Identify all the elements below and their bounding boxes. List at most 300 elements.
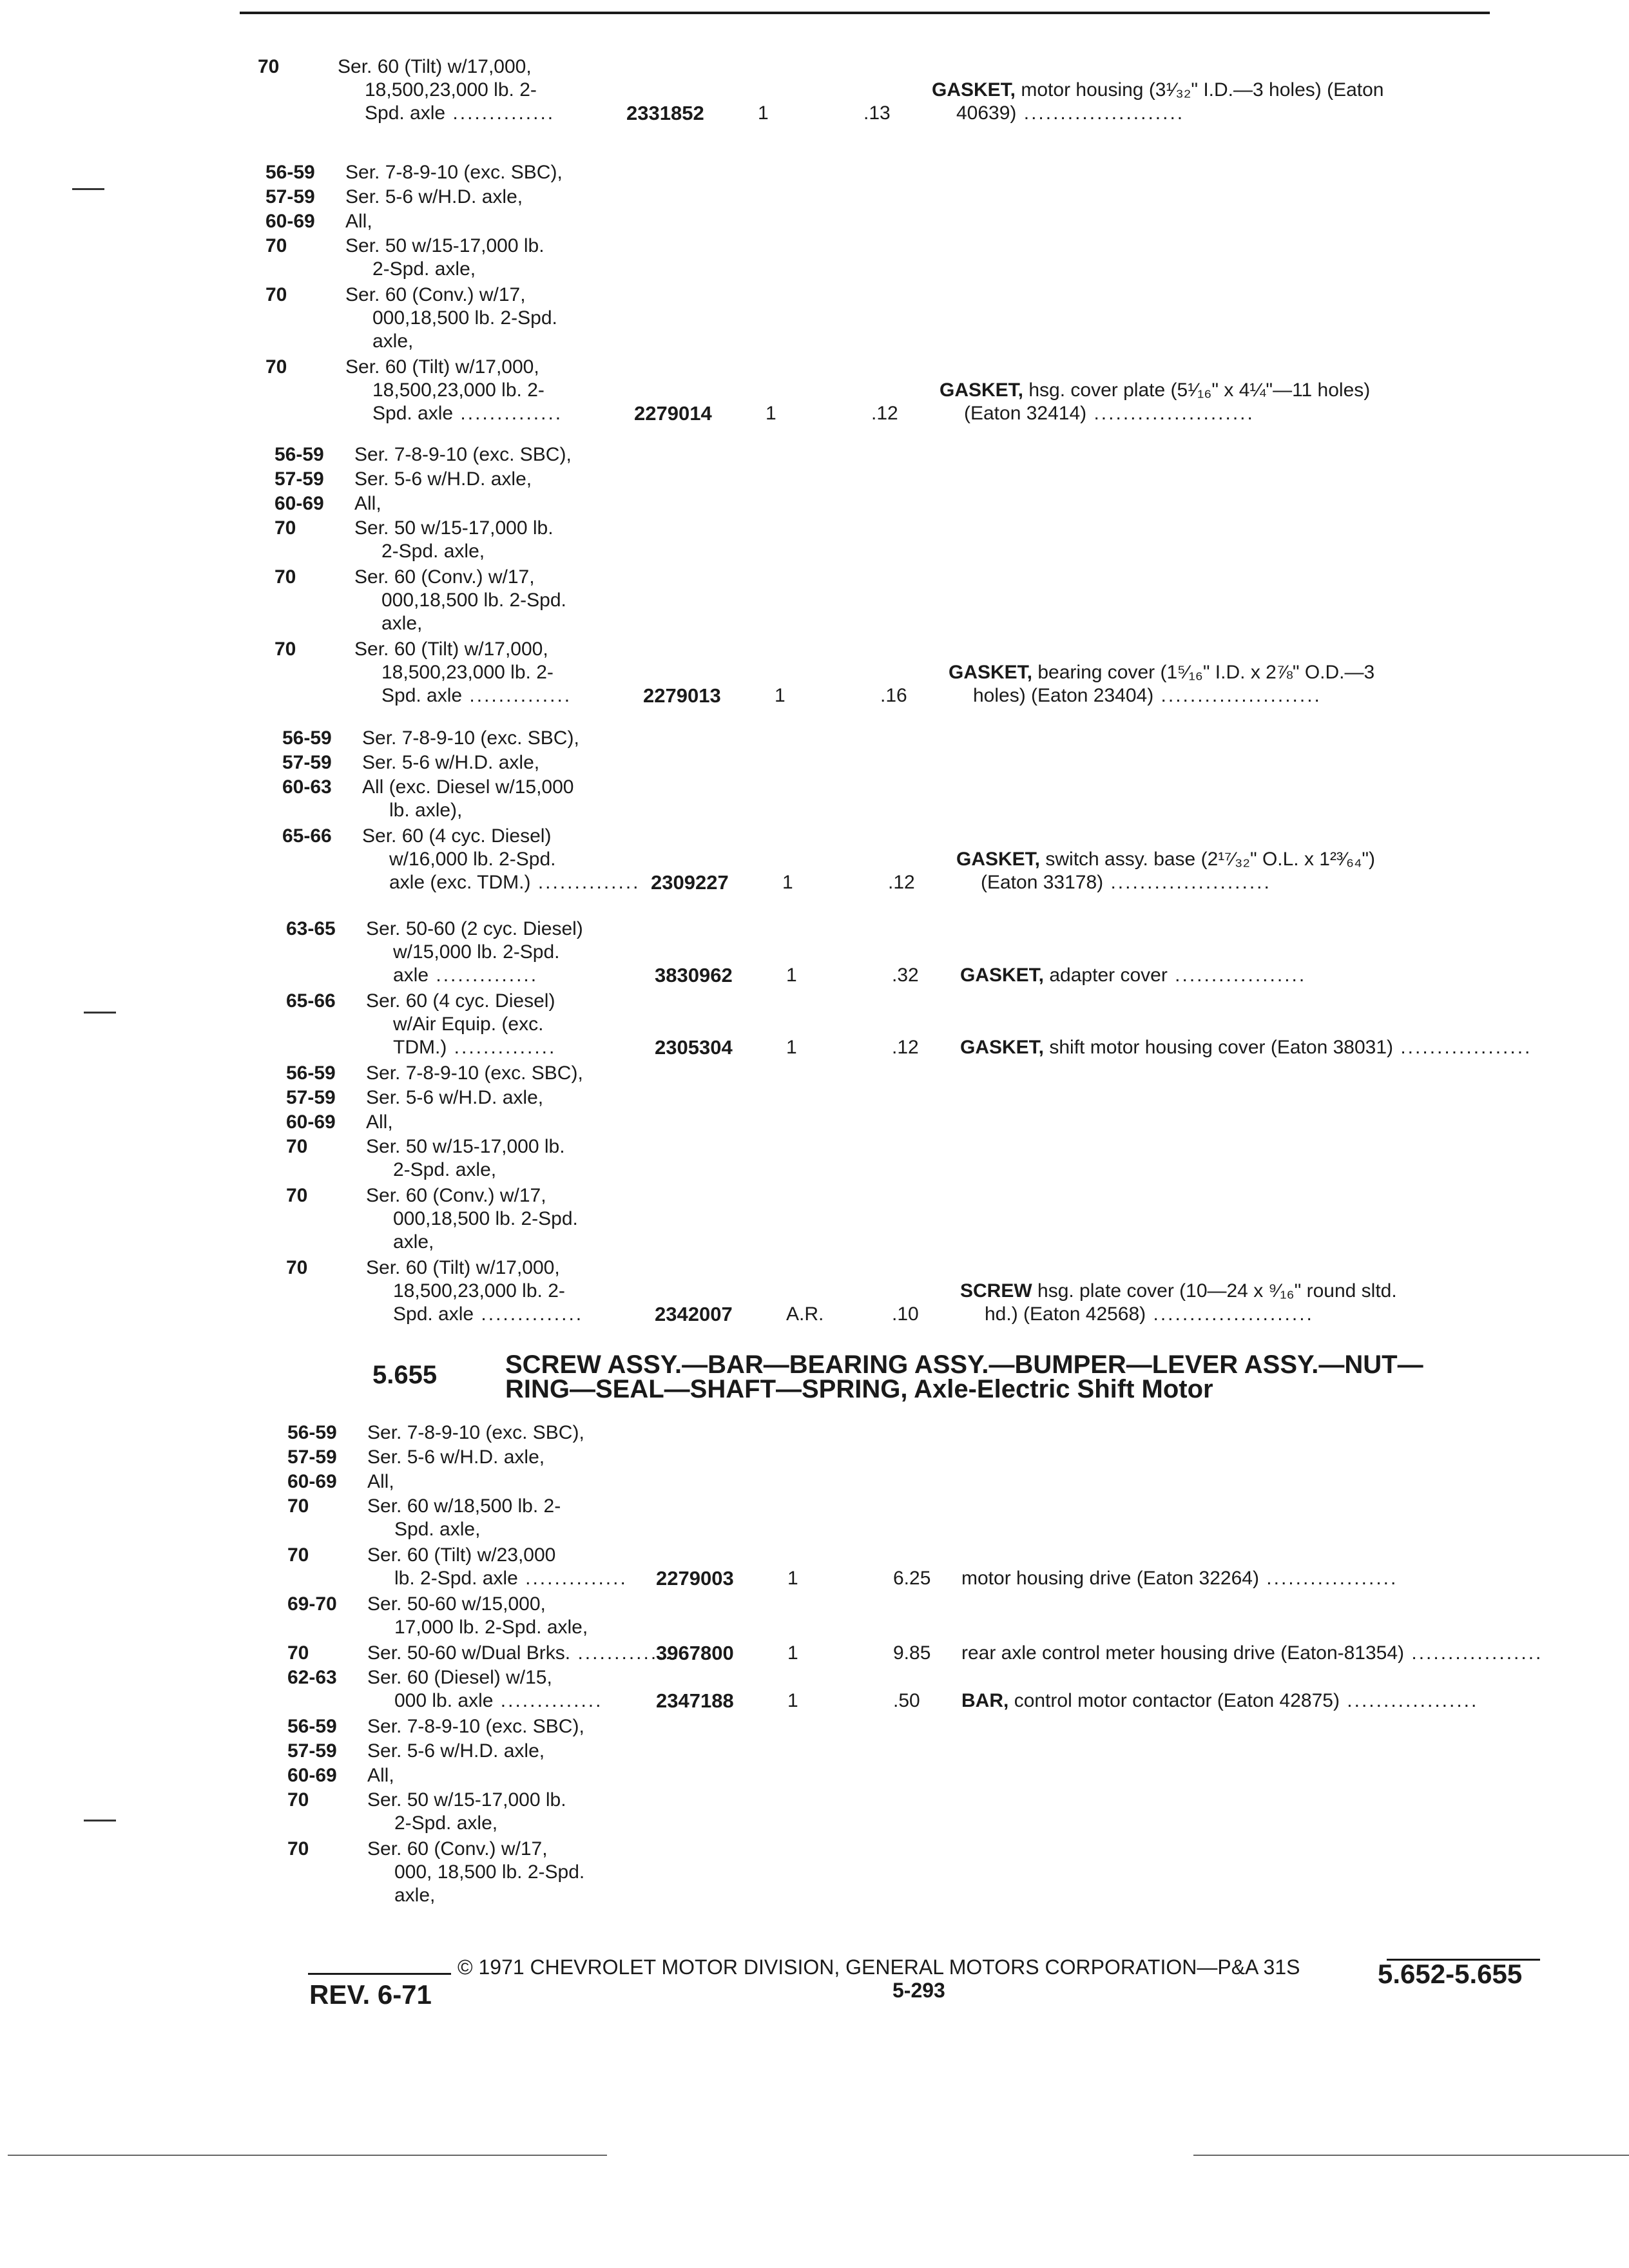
application-line — [367, 1421, 584, 1445]
application-text: axle, — [393, 1231, 434, 1253]
application-text: Ser. 60 (Tilt) w/17,000, — [345, 356, 539, 378]
application-text: All, — [366, 1111, 393, 1133]
description-text: motor housing drive (Eaton 32264) — [961, 1568, 1259, 1589]
application-text: 000,18,500 lb. 2-Spd. — [381, 590, 566, 611]
margin-mark — [84, 1012, 116, 1014]
application — [367, 1495, 561, 1541]
description-text: shift motor housing cover (Eaton 38031) — [1049, 1037, 1394, 1058]
quantity: 1 — [787, 1642, 798, 1664]
application-text: axle — [393, 965, 429, 986]
application-line — [345, 186, 523, 209]
leader-dots: .................. — [1258, 1568, 1398, 1589]
application-text: TDM.) — [393, 1037, 447, 1058]
application-text: Ser. 60 (Tilt) w/17,000, — [366, 1257, 560, 1278]
description-line — [961, 1642, 1543, 1664]
price: .12 — [871, 403, 898, 424]
application-line — [345, 161, 563, 184]
part-description — [940, 379, 1370, 425]
part-number: 2309227 — [651, 871, 729, 894]
application-text: Ser. 7-8-9-10 (exc. SBC), — [354, 444, 572, 465]
application-line — [367, 1518, 561, 1541]
margin-mark — [72, 188, 104, 190]
part-number: 3830962 — [655, 964, 733, 986]
application-text: Ser. 5-6 w/H.D. axle, — [362, 752, 540, 773]
application-text: 2-Spd. axle, — [381, 541, 485, 562]
description-text: hsg. plate cover (10—24 x ⁹⁄₁₆" round sltd. — [1037, 1280, 1397, 1302]
part-number: 2342007 — [655, 1303, 733, 1325]
leader-dots: ...................... — [1146, 1303, 1314, 1325]
application-text: 2-Spd. axle, — [393, 1159, 497, 1180]
model-years: 60-69 — [265, 211, 315, 232]
leader-dots: .................. — [1339, 1690, 1479, 1711]
description-line — [961, 1568, 1398, 1589]
application-line — [367, 1567, 628, 1590]
model-years: 57-59 — [265, 186, 315, 207]
price: .32 — [892, 965, 919, 986]
application-line — [345, 330, 557, 353]
application-line — [345, 307, 557, 330]
description-text: holes) (Eaton 23404) — [973, 685, 1154, 706]
application — [362, 751, 539, 774]
application-text: Ser. 50-60 w/15,000, — [367, 1593, 546, 1615]
application-line — [354, 517, 554, 540]
application-line — [367, 1740, 545, 1763]
quantity: 1 — [758, 102, 769, 124]
model-years: 70 — [265, 235, 287, 256]
model-years: 63-65 — [286, 918, 336, 939]
application-text: Ser. 50 w/15-17,000 lb. — [367, 1789, 566, 1811]
application-line — [367, 1470, 394, 1494]
part-name: GASKET, — [960, 1037, 1045, 1058]
application-text: Ser. 60 (4 cyc. Diesel) — [366, 990, 555, 1012]
section-title-line-2: RING—SEAL—SHAFT—SPRING, Axle-Electric Shift Motor — [505, 1375, 1213, 1403]
application-line — [366, 918, 583, 941]
section-number: 5.655 — [372, 1361, 438, 1389]
application-line — [366, 1207, 578, 1231]
description-line — [949, 662, 1374, 683]
model-years: 70 — [287, 1838, 309, 1860]
application-line — [366, 1231, 578, 1254]
application-text: Ser. 60 (4 cyc. Diesel) — [362, 825, 552, 847]
description-line — [960, 1037, 1532, 1058]
application — [367, 1666, 602, 1713]
leader-dots: .............. — [570, 1642, 680, 1664]
top-rule — [240, 12, 1490, 14]
application — [345, 210, 372, 233]
quantity: 1 — [787, 1690, 798, 1711]
description-line — [960, 1280, 1397, 1302]
part-number: 2279013 — [643, 684, 721, 707]
application-text: Ser. 60 (Tilt) w/23,000 — [367, 1544, 556, 1566]
application-text: Spd. axle — [393, 1303, 474, 1325]
application-text: Ser. 60 w/18,500 lb. 2- — [367, 1495, 561, 1517]
application — [354, 443, 572, 466]
model-years: 70 — [286, 1136, 308, 1157]
description-text: bearing cover (1⁵⁄₁₆" I.D. x 2⅞" O.D.—3 — [1037, 662, 1375, 683]
model-years: 65-66 — [286, 990, 336, 1012]
quantity: 1 — [782, 872, 793, 893]
application-line — [354, 589, 566, 612]
application — [354, 492, 381, 515]
application — [354, 517, 554, 563]
application-line — [366, 1013, 556, 1036]
application-line — [367, 1812, 566, 1835]
application — [354, 638, 572, 707]
application-text: Ser. 5-6 w/H.D. axle, — [366, 1087, 544, 1108]
model-years: 70 — [286, 1185, 308, 1206]
application-text: 18,500,23,000 lb. 2- — [365, 79, 537, 101]
model-years: 70 — [275, 566, 296, 588]
application-line — [345, 284, 557, 307]
leader-dots: .............. — [445, 102, 555, 124]
description-text: hsg. cover plate (5¹⁄₁₆" x 4¼"—11 holes) — [1028, 380, 1371, 401]
leader-dots: .................. — [1393, 1037, 1532, 1058]
application-line — [366, 1036, 556, 1059]
application-line — [366, 941, 583, 964]
leader-dots: .............. — [474, 1303, 584, 1325]
application-line — [362, 848, 641, 871]
application-text: Ser. 7-8-9-10 (exc. SBC), — [345, 162, 563, 183]
application-line — [362, 751, 539, 774]
application-text: lb. axle), — [389, 800, 463, 821]
application-text: Spd. axle — [365, 102, 446, 124]
application-line — [367, 1544, 628, 1567]
application-text: Ser. 7-8-9-10 (exc. SBC), — [362, 727, 579, 749]
leader-dots: .............. — [530, 872, 641, 893]
part-name: GASKET, — [960, 965, 1045, 986]
model-years: 60-69 — [287, 1471, 337, 1492]
part-description — [960, 1036, 1532, 1059]
part-name: GASKET, — [956, 849, 1041, 870]
application-text: All, — [354, 493, 381, 514]
application-text: lb. 2-Spd. axle — [394, 1568, 518, 1589]
application-line — [367, 1789, 566, 1812]
part-description — [961, 1567, 1398, 1590]
application-text: axle, — [372, 331, 414, 352]
application-line — [354, 566, 566, 589]
application-line — [354, 684, 572, 707]
price: .16 — [880, 685, 907, 706]
application-text: Ser. 60 (Tilt) w/17,000, — [354, 639, 548, 660]
application-text: 2-Spd. axle, — [372, 258, 476, 280]
description-line — [956, 871, 1375, 894]
description-line — [940, 402, 1370, 425]
description-text: rear axle control meter housing drive (Eaton-81354) — [961, 1642, 1405, 1664]
leader-dots: .............. — [517, 1568, 628, 1589]
part-number: 2305304 — [655, 1036, 733, 1059]
application-line — [354, 492, 381, 515]
application-text: Ser. 60 (Conv.) w/17, — [345, 284, 526, 305]
application — [367, 1470, 394, 1494]
margin-mark — [84, 1820, 116, 1821]
model-years: 56-59 — [287, 1422, 337, 1443]
application-line — [367, 1495, 561, 1518]
application-line — [345, 210, 372, 233]
application-line — [345, 379, 563, 402]
part-description — [932, 79, 1383, 125]
application-text: w/16,000 lb. 2-Spd. — [389, 849, 556, 870]
part-name: GASKET, — [940, 380, 1024, 401]
bottom-rule-right — [1193, 2155, 1629, 2156]
description-line — [960, 965, 1306, 986]
part-number: 2279003 — [656, 1567, 734, 1590]
leader-dots: .............. — [453, 403, 563, 424]
price: 9.85 — [893, 1642, 931, 1664]
price: .13 — [863, 102, 891, 124]
application-text: All (exc. Diesel w/15,000 — [362, 776, 574, 798]
model-years: 57-59 — [287, 1740, 337, 1762]
application-line — [367, 1446, 545, 1469]
model-years: 70 — [287, 1544, 309, 1566]
part-name: BAR, — [961, 1690, 1009, 1711]
model-years: 70 — [265, 356, 287, 378]
application-line — [366, 1158, 565, 1182]
model-years: 70 — [287, 1789, 309, 1811]
price: 6.25 — [893, 1568, 931, 1589]
application-line — [367, 1838, 584, 1861]
quantity: 1 — [786, 965, 797, 986]
model-years: 56-59 — [282, 727, 332, 749]
application-text: Ser. 7-8-9-10 (exc. SBC), — [367, 1422, 584, 1443]
leader-dots: .............. — [462, 685, 572, 706]
model-years: 57-59 — [286, 1087, 336, 1108]
part-name: GASKET, — [932, 79, 1016, 101]
part-description — [956, 848, 1375, 894]
application-text: Ser. 50-60 (2 cyc. Diesel) — [366, 918, 583, 939]
application — [367, 1740, 545, 1763]
application-line — [354, 638, 572, 661]
description-line — [956, 849, 1375, 870]
quantity: A.R. — [786, 1303, 824, 1325]
model-years: 62-63 — [287, 1667, 337, 1688]
application — [367, 1642, 680, 1665]
application-line — [338, 79, 555, 102]
leader-dots: .............. — [429, 965, 539, 986]
application-line — [366, 990, 556, 1013]
application — [367, 1544, 628, 1590]
description-line — [960, 1303, 1397, 1326]
application-text: 000 lb. axle — [394, 1690, 494, 1711]
description-text: switch assy. base (2¹⁷⁄₃₂" O.L. x 1²³⁄₆₄") — [1045, 849, 1375, 870]
model-years: 60-69 — [287, 1765, 337, 1786]
footer-rule-left — [308, 1973, 451, 1975]
application-line — [367, 1764, 394, 1787]
bottom-rule-left — [8, 2155, 607, 2156]
application-line — [345, 235, 545, 258]
description-text: motor housing (3¹⁄₃₂" I.D.—3 holes) (Eaton — [1021, 79, 1384, 101]
leader-dots: ...................... — [1016, 102, 1185, 124]
application-line — [367, 1642, 680, 1665]
application-text: Ser. 50 w/15-17,000 lb. — [366, 1136, 565, 1157]
application-text: w/15,000 lb. 2-Spd. — [393, 941, 560, 963]
application — [362, 825, 641, 894]
application — [367, 1421, 584, 1445]
description-text: (Eaton 32414) — [964, 403, 1087, 424]
price: .10 — [892, 1303, 919, 1325]
application — [362, 727, 579, 750]
model-years: 57-59 — [287, 1446, 337, 1468]
application-text: Spd. axle — [372, 403, 454, 424]
description-text: hd.) (Eaton 42568) — [985, 1303, 1146, 1325]
application-text: Ser. 7-8-9-10 (exc. SBC), — [366, 1062, 583, 1084]
application-text: 18,500,23,000 lb. 2- — [372, 380, 545, 401]
application-line — [367, 1715, 584, 1738]
model-years: 70 — [275, 517, 296, 539]
application-line — [367, 1861, 584, 1884]
part-number: 2279014 — [634, 402, 712, 425]
application — [354, 468, 532, 491]
application — [345, 186, 523, 209]
application-text: Spd. axle — [381, 685, 463, 706]
application-line — [367, 1593, 588, 1616]
price: .50 — [893, 1690, 920, 1711]
model-years: 56-59 — [275, 444, 324, 465]
application-text: axle, — [381, 613, 423, 634]
application — [345, 235, 545, 281]
leader-dots: .................. — [1167, 965, 1307, 986]
application-line — [366, 1303, 583, 1326]
application-line — [366, 1280, 583, 1303]
application-text: Ser. 5-6 w/H.D. axle, — [345, 186, 523, 207]
description-line — [932, 102, 1383, 125]
description-text: control motor contactor (Eaton 42875) — [1014, 1690, 1340, 1711]
revision-label: REV. 6-71 — [309, 1979, 432, 2010]
application — [345, 284, 557, 353]
leader-dots: .............. — [493, 1690, 603, 1711]
application-line — [366, 1086, 543, 1110]
application-line — [345, 402, 563, 425]
description-text: 40639) — [956, 102, 1017, 124]
leader-dots: ...................... — [1086, 403, 1255, 424]
part-name: GASKET, — [949, 662, 1033, 683]
application-line — [366, 1184, 578, 1207]
application — [366, 990, 556, 1059]
part-number: 2347188 — [656, 1689, 734, 1712]
application-line — [354, 661, 572, 684]
section-range: 5.652-5.655 — [1378, 1959, 1523, 1989]
application-text: 18,500,23,000 lb. 2- — [393, 1280, 565, 1302]
application-line — [362, 776, 574, 799]
description-line — [932, 79, 1383, 101]
quantity: 1 — [787, 1568, 798, 1589]
description-line — [940, 380, 1370, 401]
application-text: Ser. 60 (Conv.) w/17, — [354, 566, 535, 588]
application — [366, 1086, 543, 1110]
application-line — [354, 468, 532, 491]
model-years: 60-69 — [275, 493, 324, 514]
part-description — [961, 1689, 1478, 1713]
price: .12 — [888, 872, 915, 893]
application-line — [367, 1666, 602, 1689]
leader-dots: ...................... — [1153, 685, 1322, 706]
model-years: 65-66 — [282, 825, 332, 847]
quantity: 1 — [786, 1037, 797, 1058]
part-number: 3967800 — [656, 1642, 734, 1664]
application — [366, 1111, 393, 1134]
model-years: 60-69 — [286, 1111, 336, 1133]
application-text: 18,500,23,000 lb. 2- — [381, 662, 554, 683]
application-line — [354, 443, 572, 466]
application-text: Ser. 50 w/15-17,000 lb. — [345, 235, 545, 256]
application-text: Ser. 50-60 w/Dual Brks. — [367, 1642, 571, 1664]
description-line — [961, 1690, 1478, 1711]
application-line — [362, 727, 579, 750]
model-years: 70 — [258, 56, 280, 77]
part-description — [961, 1642, 1543, 1665]
description-text: adapter cover — [1049, 965, 1168, 986]
model-years: 70 — [287, 1642, 309, 1664]
page-number: 5-293 — [892, 1979, 945, 2002]
copyright: © 1971 CHEVROLET MOTOR DIVISION, GENERAL MOTORS CORPORATION—P&A 31S — [458, 1956, 1300, 1979]
model-years: 57-59 — [282, 752, 332, 773]
application-line — [366, 964, 583, 987]
application — [338, 55, 555, 125]
application-text: 000,18,500 lb. 2-Spd. — [393, 1208, 578, 1229]
model-years: 70 — [265, 284, 287, 305]
application — [366, 918, 583, 987]
application-line — [345, 356, 563, 379]
application-text: axle, — [394, 1885, 436, 1906]
application-text: All, — [345, 211, 372, 232]
application — [362, 776, 574, 822]
application-text: Ser. 5-6 w/H.D. axle, — [367, 1740, 545, 1762]
leader-dots: .................. — [1404, 1642, 1543, 1664]
application — [345, 161, 563, 184]
section-title-line-1: SCREW ASSY.—BAR—BEARING ASSY.—BUMPER—LEVER ASSY.—NUT— — [505, 1350, 1423, 1379]
application-text: Ser. 7-8-9-10 (exc. SBC), — [367, 1716, 584, 1737]
model-years: 70 — [287, 1495, 309, 1517]
application-text: All, — [367, 1765, 394, 1786]
application-text: Ser. 50 w/15-17,000 lb. — [354, 517, 554, 539]
application — [367, 1446, 545, 1469]
application — [367, 1715, 584, 1738]
application-line — [366, 1135, 565, 1158]
application-text: Ser. 5-6 w/H.D. axle, — [367, 1446, 545, 1468]
application-line — [362, 799, 574, 822]
part-name: SCREW — [960, 1280, 1032, 1302]
application — [367, 1789, 566, 1835]
application-text: Ser. 60 (Conv.) w/17, — [367, 1838, 548, 1860]
application-text: 2-Spd. axle, — [394, 1812, 498, 1834]
application-text: 000, 18,500 lb. 2-Spd. — [394, 1861, 585, 1883]
model-years: 60-63 — [282, 776, 332, 798]
leader-dots: .............. — [447, 1037, 557, 1058]
application-text: All, — [367, 1471, 394, 1492]
price: .12 — [892, 1037, 919, 1058]
application — [345, 356, 563, 425]
application — [367, 1593, 588, 1639]
description-text: (Eaton 33178) — [981, 872, 1104, 893]
application-line — [345, 258, 545, 281]
application — [366, 1256, 583, 1326]
application-line — [366, 1111, 393, 1134]
application — [366, 1062, 583, 1085]
model-years: 69-70 — [287, 1593, 337, 1615]
application-text: Ser. 60 (Conv.) w/17, — [366, 1185, 546, 1206]
application-line — [338, 55, 555, 79]
application-line — [367, 1884, 584, 1907]
application — [367, 1838, 584, 1907]
application-text: w/Air Equip. (exc. — [393, 1014, 544, 1035]
application-text: Spd. axle, — [394, 1519, 481, 1540]
part-description — [949, 661, 1374, 707]
part-number: 2331852 — [626, 102, 704, 124]
application-line — [367, 1689, 602, 1713]
application — [354, 566, 566, 635]
part-description — [960, 964, 1306, 987]
application-line — [367, 1616, 588, 1639]
model-years: 70 — [286, 1257, 308, 1278]
